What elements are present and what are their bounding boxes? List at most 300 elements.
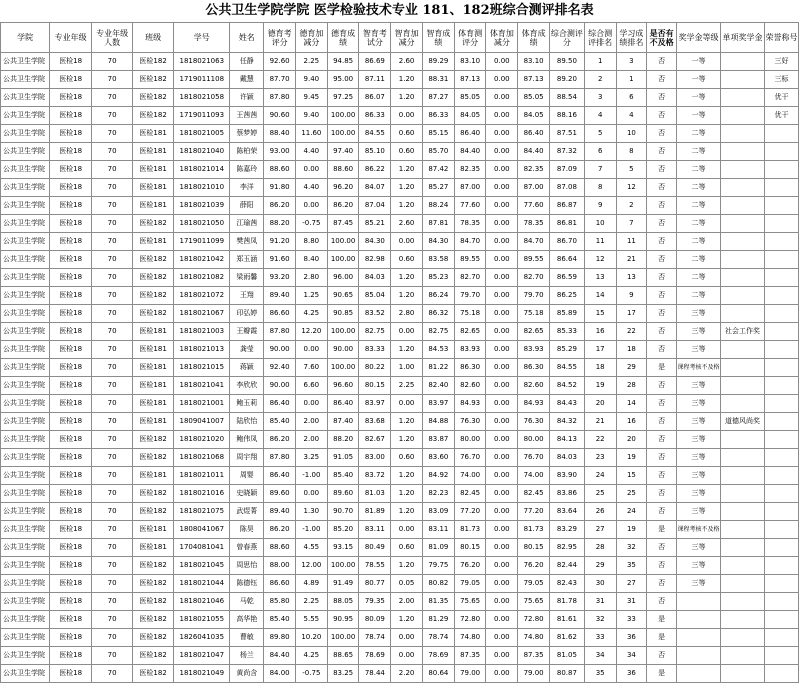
table-cell[interactable]: 0.00 — [486, 359, 518, 377]
table-cell[interactable]: 二等 — [676, 197, 720, 215]
table-cell[interactable]: 2.00 — [295, 431, 327, 449]
table-cell[interactable]: 85.05 — [454, 89, 486, 107]
table-cell[interactable]: 22 — [616, 323, 647, 341]
table-cell[interactable] — [721, 395, 765, 413]
table-cell[interactable]: 医检18 — [50, 629, 92, 647]
table-cell[interactable]: 6 — [584, 143, 616, 161]
table-cell[interactable]: 1826041035 — [174, 629, 230, 647]
table-cell[interactable]: 公共卫生学院 — [1, 233, 50, 251]
table-cell[interactable]: 0.00 — [486, 323, 518, 341]
table-cell[interactable]: 鲍伟凤 — [230, 431, 264, 449]
table-cell[interactable]: 8 — [584, 179, 616, 197]
table-cell[interactable]: 88.31 — [422, 71, 454, 89]
table-cell[interactable] — [765, 665, 799, 683]
table-cell[interactable]: 79.70 — [454, 287, 486, 305]
table-cell[interactable]: 89.60 — [327, 485, 359, 503]
table-cell[interactable]: 医检18 — [50, 647, 92, 665]
table-cell[interactable]: 0.00 — [486, 179, 518, 197]
table-cell[interactable]: 医检18 — [50, 593, 92, 611]
table-cell[interactable]: 公共卫生学院 — [1, 593, 50, 611]
table-cell[interactable]: 88.20 — [327, 431, 359, 449]
table-cell[interactable]: 27 — [616, 575, 647, 593]
table-cell[interactable]: 84.40 — [454, 143, 486, 161]
table-cell[interactable]: 许颖 — [230, 89, 264, 107]
table-cell[interactable]: 否 — [647, 449, 677, 467]
table-cell[interactable]: 1818021010 — [174, 179, 230, 197]
table-cell[interactable]: 70 — [92, 53, 133, 71]
table-cell[interactable] — [765, 485, 799, 503]
table-cell[interactable]: 0.05 — [391, 575, 423, 593]
table-cell[interactable]: 1818021011 — [174, 467, 230, 485]
table-cell[interactable]: 21 — [584, 413, 616, 431]
table-cell[interactable]: 86.33 — [359, 107, 391, 125]
table-cell[interactable]: 85.40 — [264, 611, 296, 629]
table-cell[interactable]: 李洋 — [230, 179, 264, 197]
table-cell[interactable]: -1.00 — [295, 467, 327, 485]
table-cell[interactable] — [765, 323, 799, 341]
table-cell[interactable]: 86.30 — [518, 359, 550, 377]
table-cell[interactable] — [721, 377, 765, 395]
table-cell[interactable]: 公共卫生学院 — [1, 269, 50, 287]
table-cell[interactable]: 86.69 — [359, 53, 391, 71]
table-cell[interactable] — [721, 593, 765, 611]
table-cell[interactable]: 72.80 — [454, 611, 486, 629]
table-cell[interactable]: 1719011093 — [174, 107, 230, 125]
table-cell[interactable]: 85.40 — [264, 413, 296, 431]
table-cell[interactable]: 78.35 — [454, 215, 486, 233]
table-cell[interactable]: 医检18 — [50, 665, 92, 683]
table-cell[interactable]: 1818021044 — [174, 575, 230, 593]
table-cell[interactable]: 85.10 — [359, 143, 391, 161]
table-cell[interactable]: 32 — [616, 539, 647, 557]
table-cell[interactable]: 2.00 — [391, 593, 423, 611]
table-cell[interactable]: 医检182 — [133, 53, 174, 71]
table-cell[interactable]: 85.27 — [422, 179, 454, 197]
table-cell[interactable]: 医检182 — [133, 71, 174, 89]
table-cell[interactable]: 29 — [616, 359, 647, 377]
table-cell[interactable]: 否 — [647, 557, 677, 575]
table-cell[interactable]: 1818021063 — [174, 53, 230, 71]
table-cell[interactable]: 0.00 — [295, 395, 327, 413]
table-cell[interactable]: 90.60 — [264, 107, 296, 125]
table-cell[interactable]: 1.25 — [295, 287, 327, 305]
table-cell[interactable]: 97.40 — [327, 143, 359, 161]
table-cell[interactable]: 76.30 — [454, 413, 486, 431]
table-cell[interactable]: 2.25 — [295, 53, 327, 71]
table-cell[interactable]: 83.64 — [549, 503, 584, 521]
table-cell[interactable]: 15 — [616, 467, 647, 485]
table-cell[interactable]: 82.44 — [549, 557, 584, 575]
table-cell[interactable]: 81.29 — [422, 611, 454, 629]
table-cell[interactable]: 王翔 — [230, 287, 264, 305]
table-cell[interactable] — [721, 53, 765, 71]
table-cell[interactable]: 0.00 — [486, 143, 518, 161]
table-cell[interactable]: 88.54 — [549, 89, 584, 107]
table-cell[interactable]: 90.00 — [264, 377, 296, 395]
table-cell[interactable]: 1.20 — [391, 341, 423, 359]
table-cell[interactable]: 否 — [647, 593, 677, 611]
table-cell[interactable]: 8.80 — [295, 233, 327, 251]
table-cell[interactable]: 1808041067 — [174, 521, 230, 539]
table-cell[interactable]: 否 — [647, 143, 677, 161]
table-cell[interactable] — [721, 521, 765, 539]
table-cell[interactable]: 三好 — [765, 53, 799, 71]
table-cell[interactable]: 0.60 — [391, 251, 423, 269]
table-cell[interactable]: 三等 — [676, 575, 720, 593]
table-cell[interactable]: 公共卫生学院 — [1, 557, 50, 575]
table-cell[interactable]: 88.20 — [264, 215, 296, 233]
table-cell[interactable]: 0.00 — [486, 341, 518, 359]
table-cell[interactable]: 84.07 — [359, 179, 391, 197]
table-cell[interactable]: 否 — [647, 287, 677, 305]
table-cell[interactable]: 86.22 — [359, 161, 391, 179]
table-cell[interactable]: 印弘婷 — [230, 305, 264, 323]
table-cell[interactable]: 82.70 — [454, 269, 486, 287]
table-cell[interactable]: 公共卫生学院 — [1, 305, 50, 323]
table-cell[interactable]: 70 — [92, 431, 133, 449]
table-cell[interactable]: 86.30 — [454, 359, 486, 377]
table-cell[interactable]: 83.33 — [359, 341, 391, 359]
table-cell[interactable]: 10.20 — [295, 629, 327, 647]
table-cell[interactable]: 100.00 — [327, 233, 359, 251]
table-cell[interactable]: 86.40 — [518, 125, 550, 143]
table-cell[interactable]: 86.64 — [549, 251, 584, 269]
table-cell[interactable]: 0.00 — [486, 557, 518, 575]
table-cell[interactable]: 医检181 — [133, 359, 174, 377]
table-cell[interactable]: 医检18 — [50, 89, 92, 107]
table-cell[interactable]: 否 — [647, 395, 677, 413]
table-cell[interactable]: 1818021005 — [174, 125, 230, 143]
table-cell[interactable]: 76.20 — [454, 557, 486, 575]
table-cell[interactable] — [721, 215, 765, 233]
table-cell[interactable]: 84.05 — [518, 107, 550, 125]
table-cell[interactable]: 74.80 — [454, 629, 486, 647]
table-cell[interactable]: 87.04 — [359, 197, 391, 215]
table-cell[interactable]: 黄尚含 — [230, 665, 264, 683]
table-cell[interactable]: 87.80 — [264, 449, 296, 467]
table-cell[interactable]: 97.25 — [327, 89, 359, 107]
table-cell[interactable]: 0.00 — [486, 233, 518, 251]
table-cell[interactable]: 马乾 — [230, 593, 264, 611]
table-cell[interactable]: 医检181 — [133, 125, 174, 143]
table-cell[interactable] — [765, 611, 799, 629]
table-cell[interactable]: 公共卫生学院 — [1, 575, 50, 593]
table-cell[interactable]: 医检18 — [50, 107, 92, 125]
table-cell[interactable] — [765, 251, 799, 269]
table-cell[interactable]: 70 — [92, 665, 133, 683]
table-cell[interactable]: 89.60 — [264, 485, 296, 503]
table-cell[interactable]: 79.70 — [518, 287, 550, 305]
table-cell[interactable] — [765, 521, 799, 539]
table-cell[interactable]: 是 — [647, 629, 677, 647]
table-cell[interactable]: 1.20 — [391, 467, 423, 485]
table-cell[interactable]: 史晓颖 — [230, 485, 264, 503]
table-cell[interactable]: 74.00 — [518, 467, 550, 485]
table-cell[interactable]: 87.80 — [264, 323, 296, 341]
table-cell[interactable] — [765, 395, 799, 413]
table-cell[interactable]: 87.81 — [422, 215, 454, 233]
table-cell[interactable]: 0.00 — [295, 197, 327, 215]
table-cell[interactable]: 86.70 — [549, 233, 584, 251]
table-cell[interactable]: 70 — [92, 521, 133, 539]
table-cell[interactable] — [721, 359, 765, 377]
table-cell[interactable]: 100.00 — [327, 107, 359, 125]
table-cell[interactable]: 公共卫生学院 — [1, 449, 50, 467]
table-cell[interactable]: 医检181 — [133, 341, 174, 359]
table-cell[interactable]: 0.00 — [486, 197, 518, 215]
table-cell[interactable]: 86.81 — [549, 215, 584, 233]
table-cell[interactable]: 医检182 — [133, 431, 174, 449]
table-cell[interactable] — [765, 359, 799, 377]
table-cell[interactable]: 14 — [584, 287, 616, 305]
table-cell[interactable]: 0.00 — [486, 287, 518, 305]
table-cell[interactable]: 医检18 — [50, 305, 92, 323]
table-cell[interactable]: 9 — [584, 197, 616, 215]
table-cell[interactable]: 陈德钰 — [230, 575, 264, 593]
table-cell[interactable]: 86.20 — [264, 431, 296, 449]
table-cell[interactable]: 1818021003 — [174, 323, 230, 341]
table-cell[interactable]: 84.05 — [454, 107, 486, 125]
table-cell[interactable] — [765, 233, 799, 251]
table-cell[interactable]: 80.15 — [518, 539, 550, 557]
table-cell[interactable]: 武煜菁 — [230, 503, 264, 521]
table-cell[interactable]: 梁雨馨 — [230, 269, 264, 287]
table-cell[interactable]: 1719011108 — [174, 71, 230, 89]
table-cell[interactable]: 86.25 — [549, 287, 584, 305]
table-cell[interactable] — [721, 269, 765, 287]
table-cell[interactable]: 86.20 — [327, 197, 359, 215]
table-cell[interactable]: 77.20 — [518, 503, 550, 521]
table-cell[interactable]: 17 — [584, 341, 616, 359]
table-cell[interactable]: 0.00 — [391, 233, 423, 251]
table-cell[interactable]: 否 — [647, 575, 677, 593]
table-cell[interactable]: 1.20 — [391, 197, 423, 215]
table-cell[interactable]: 16 — [616, 413, 647, 431]
table-cell[interactable]: 1.20 — [391, 431, 423, 449]
table-cell[interactable]: 7 — [616, 215, 647, 233]
table-cell[interactable]: 医检18 — [50, 521, 92, 539]
table-cell[interactable]: 二等 — [676, 251, 720, 269]
table-cell[interactable] — [765, 215, 799, 233]
table-cell[interactable]: 88.05 — [327, 593, 359, 611]
table-cell[interactable]: 86.40 — [327, 395, 359, 413]
table-cell[interactable]: 24 — [584, 467, 616, 485]
table-cell[interactable]: 医检18 — [50, 359, 92, 377]
table-cell[interactable]: 23 — [584, 449, 616, 467]
table-cell[interactable]: 郑玉涵 — [230, 251, 264, 269]
table-cell[interactable]: 70 — [92, 629, 133, 647]
table-cell[interactable]: 是 — [647, 521, 677, 539]
table-cell[interactable]: 0.00 — [486, 503, 518, 521]
table-cell[interactable]: 83.10 — [454, 53, 486, 71]
table-cell[interactable]: 1818021016 — [174, 485, 230, 503]
table-cell[interactable]: 公共卫生学院 — [1, 215, 50, 233]
table-cell[interactable]: 3.25 — [295, 449, 327, 467]
table-cell[interactable]: 医检181 — [133, 143, 174, 161]
table-cell[interactable]: 二等 — [676, 143, 720, 161]
table-cell[interactable]: 医检18 — [50, 485, 92, 503]
table-cell[interactable]: 87.13 — [454, 71, 486, 89]
table-cell[interactable] — [765, 341, 799, 359]
table-cell[interactable]: 80.22 — [359, 359, 391, 377]
table-cell[interactable]: 否 — [647, 539, 677, 557]
table-cell[interactable]: 1.20 — [391, 503, 423, 521]
table-cell[interactable]: 81.09 — [422, 539, 454, 557]
table-cell[interactable]: 医检181 — [133, 233, 174, 251]
table-cell[interactable]: 70 — [92, 503, 133, 521]
table-cell[interactable]: 70 — [92, 359, 133, 377]
table-cell[interactable]: 医检182 — [133, 485, 174, 503]
table-cell[interactable]: 优干 — [765, 89, 799, 107]
table-cell[interactable]: 82.23 — [422, 485, 454, 503]
table-cell[interactable]: 84.43 — [549, 395, 584, 413]
table-cell[interactable]: 22 — [584, 431, 616, 449]
table-cell[interactable]: 12 — [584, 251, 616, 269]
table-cell[interactable]: 13 — [584, 269, 616, 287]
table-cell[interactable]: 89.55 — [454, 251, 486, 269]
table-cell[interactable]: 医检18 — [50, 71, 92, 89]
table-cell[interactable]: 86.40 — [264, 467, 296, 485]
table-cell[interactable]: 1818021068 — [174, 449, 230, 467]
table-cell[interactable]: 87.40 — [327, 413, 359, 431]
table-cell[interactable]: 2 — [584, 71, 616, 89]
table-cell[interactable]: 87.51 — [549, 125, 584, 143]
table-cell[interactable]: 0.00 — [486, 611, 518, 629]
table-cell[interactable]: 88.40 — [264, 125, 296, 143]
table-cell[interactable] — [765, 575, 799, 593]
table-cell[interactable]: 5 — [584, 125, 616, 143]
table-cell[interactable]: 18 — [584, 359, 616, 377]
table-cell[interactable] — [765, 197, 799, 215]
table-cell[interactable] — [721, 233, 765, 251]
table-cell[interactable]: 4.89 — [295, 575, 327, 593]
table-cell[interactable]: 80.87 — [549, 665, 584, 683]
table-cell[interactable]: 100.00 — [327, 323, 359, 341]
table-cell[interactable]: 86.24 — [422, 287, 454, 305]
table-cell[interactable]: 70 — [92, 71, 133, 89]
table-cell[interactable]: 80.64 — [422, 665, 454, 683]
table-cell[interactable]: 78.55 — [359, 557, 391, 575]
table-cell[interactable]: 陈嘉玲 — [230, 161, 264, 179]
table-cell[interactable] — [721, 611, 765, 629]
table-cell[interactable]: 83.10 — [518, 53, 550, 71]
table-cell[interactable]: 二等 — [676, 215, 720, 233]
table-cell[interactable]: 0.00 — [486, 485, 518, 503]
table-cell[interactable] — [721, 125, 765, 143]
table-cell[interactable]: 85.21 — [359, 215, 391, 233]
table-cell[interactable] — [721, 197, 765, 215]
table-cell[interactable]: 否 — [647, 233, 677, 251]
table-cell[interactable] — [765, 413, 799, 431]
table-cell[interactable] — [721, 89, 765, 107]
table-cell[interactable]: 31 — [616, 593, 647, 611]
table-cell[interactable]: 87.13 — [518, 71, 550, 89]
table-cell[interactable]: 4 — [616, 107, 647, 125]
table-cell[interactable]: 医检182 — [133, 665, 174, 683]
table-cell[interactable] — [676, 629, 720, 647]
table-cell[interactable]: 70 — [92, 269, 133, 287]
table-cell[interactable]: -0.75 — [295, 215, 327, 233]
table-cell[interactable] — [765, 161, 799, 179]
table-cell[interactable]: 91.60 — [264, 251, 296, 269]
table-cell[interactable]: 公共卫生学院 — [1, 467, 50, 485]
table-cell[interactable]: 公共卫生学院 — [1, 179, 50, 197]
table-cell[interactable]: 84.13 — [549, 431, 584, 449]
table-cell[interactable]: 70 — [92, 539, 133, 557]
table-cell[interactable]: 89.29 — [422, 53, 454, 71]
table-cell[interactable]: 70 — [92, 287, 133, 305]
table-cell[interactable]: 36 — [616, 629, 647, 647]
table-cell[interactable] — [721, 179, 765, 197]
table-cell[interactable]: 7 — [584, 161, 616, 179]
table-cell[interactable]: 78.44 — [359, 665, 391, 683]
table-cell[interactable]: 70 — [92, 593, 133, 611]
table-cell[interactable]: 80.00 — [518, 431, 550, 449]
table-cell[interactable]: 91.20 — [264, 233, 296, 251]
table-cell[interactable]: 1818021075 — [174, 503, 230, 521]
table-cell[interactable]: 1818021046 — [174, 593, 230, 611]
table-cell[interactable]: 一等 — [676, 107, 720, 125]
table-cell[interactable]: 道德风尚奖 — [721, 413, 765, 431]
table-cell[interactable]: 陈昊 — [230, 521, 264, 539]
table-cell[interactable] — [721, 449, 765, 467]
table-cell[interactable]: 医检182 — [133, 629, 174, 647]
table-cell[interactable]: 89.80 — [264, 629, 296, 647]
table-cell[interactable]: 0.00 — [295, 341, 327, 359]
table-cell[interactable]: 4.25 — [295, 305, 327, 323]
table-cell[interactable]: 0.00 — [486, 161, 518, 179]
table-cell[interactable]: 否 — [647, 107, 677, 125]
table-cell[interactable]: 88.60 — [264, 539, 296, 557]
table-cell[interactable]: 1818021001 — [174, 395, 230, 413]
table-cell[interactable]: 84.88 — [422, 413, 454, 431]
table-cell[interactable]: 9.40 — [295, 71, 327, 89]
table-cell[interactable]: 27 — [584, 521, 616, 539]
table-cell[interactable]: 95.00 — [327, 71, 359, 89]
table-cell[interactable]: 0.00 — [486, 521, 518, 539]
table-cell[interactable]: 0.00 — [391, 629, 423, 647]
table-cell[interactable]: 医检182 — [133, 215, 174, 233]
table-cell[interactable]: 72.80 — [518, 611, 550, 629]
table-cell[interactable]: 82.60 — [518, 377, 550, 395]
table-cell[interactable]: 100.00 — [327, 557, 359, 575]
table-cell[interactable]: 公共卫生学院 — [1, 395, 50, 413]
table-cell[interactable]: 1719011099 — [174, 233, 230, 251]
table-cell[interactable]: 医检182 — [133, 251, 174, 269]
table-cell[interactable]: 公共卫生学院 — [1, 287, 50, 305]
table-cell[interactable]: 79.35 — [359, 593, 391, 611]
table-cell[interactable]: 83.25 — [327, 665, 359, 683]
table-cell[interactable]: 1.00 — [391, 359, 423, 377]
table-cell[interactable] — [721, 539, 765, 557]
table-cell[interactable]: 0.00 — [391, 647, 423, 665]
table-cell[interactable]: 34 — [616, 647, 647, 665]
table-cell[interactable]: 一等 — [676, 71, 720, 89]
table-cell[interactable]: 医检182 — [133, 593, 174, 611]
table-cell[interactable]: 公共卫生学院 — [1, 143, 50, 161]
table-cell[interactable]: 77.60 — [518, 197, 550, 215]
table-cell[interactable]: 1818021049 — [174, 665, 230, 683]
table-cell[interactable]: 医检182 — [133, 89, 174, 107]
table-cell[interactable]: 薛阳 — [230, 197, 264, 215]
table-cell[interactable]: 100.00 — [327, 629, 359, 647]
table-cell[interactable]: 78.35 — [518, 215, 550, 233]
table-cell[interactable]: 79.00 — [454, 665, 486, 683]
table-cell[interactable]: 25 — [616, 485, 647, 503]
table-cell[interactable]: 5.55 — [295, 611, 327, 629]
table-cell[interactable] — [721, 629, 765, 647]
table-cell[interactable]: 70 — [92, 125, 133, 143]
